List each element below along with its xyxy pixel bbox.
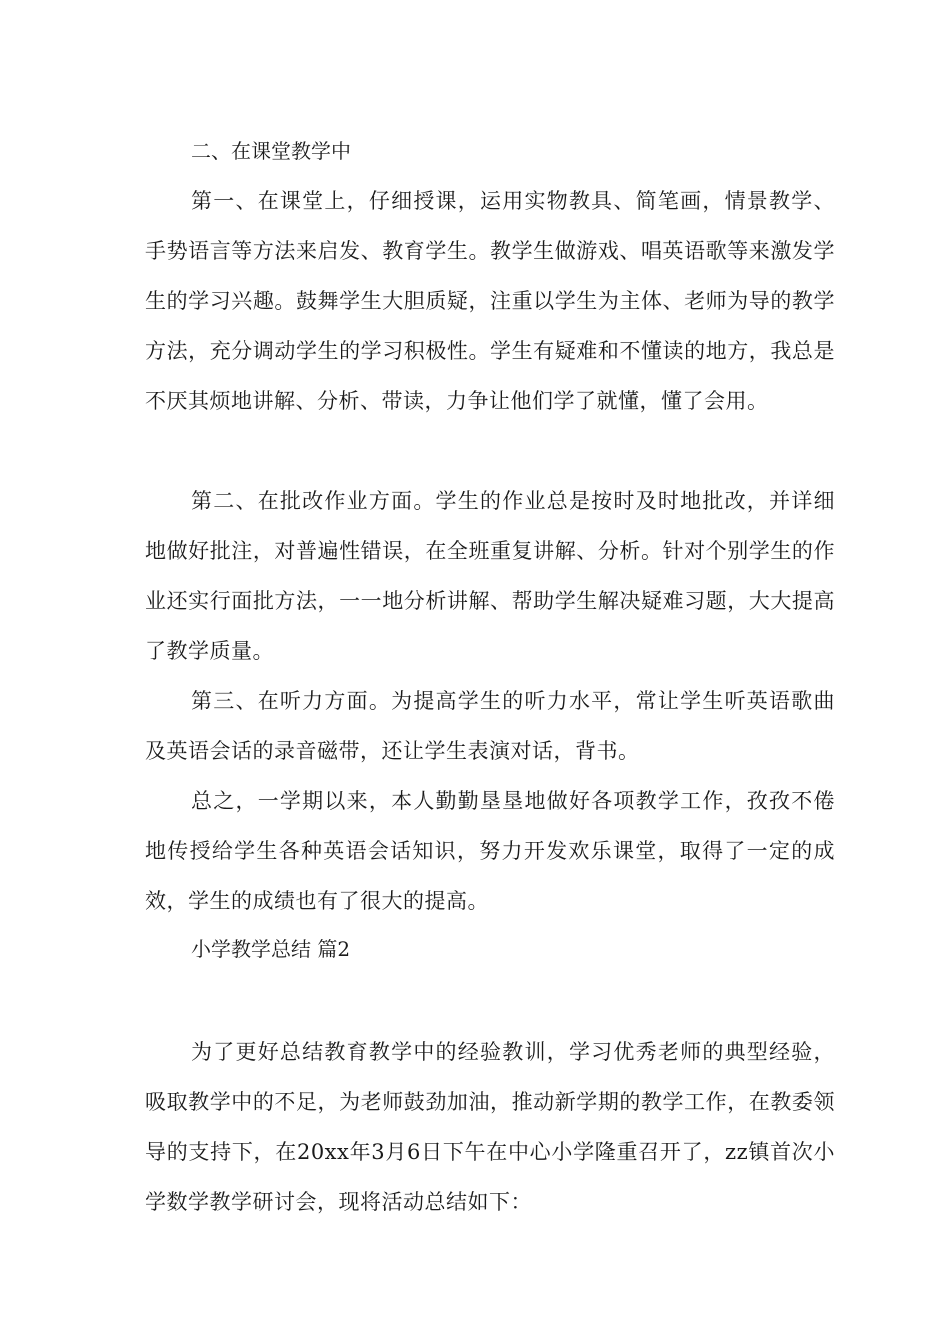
paragraph-first: 第一、在课堂上，仔细授课，运用实物教具、简笔画，情景教学、手势语言等方法来启发、教育学生。教学生做游戏、唱英语歌等来激发学生的学习兴趣。鼓舞学生大胆质疑，注重以学生为主体、老师为导的教学方法，充分调动学生的学习积极性。学生有疑难和不懂读的地方，我总是不厌其烦地讲解、分析、带读，力争让他们学了就懂，懂了会用。 [145, 189, 835, 413]
paragraph-second: 第二、在批改作业方面。学生的作业总是按时及时地批改，并详细地做好批注，对普遍性错误，在全班重复讲解、分析。针对个别学生的作业还实行面批方法，一一地分析讲解、帮助学生解决疑难习题，大大提高了教学质量。 [145, 489, 835, 663]
paragraph-intro: 为了更好总结教育教学中的经验教训，学习优秀老师的典型经验，吸取教学中的不足，为老师鼓劲加油，推动新学期的教学工作，在教委领导的支持下，在20xx年3月6日下午在中心小学隆重召开了，zz镇首次小学数学教学研讨会，现将活动总结如下： [145, 1040, 835, 1214]
paragraph-third: 第三、在听力方面。为提高学生的听力水平，常让学生听英语歌曲及英语会话的录音磁带，还让学生表演对话，背书。 [145, 689, 835, 763]
article-title: 小学教学总结 篇2 [191, 937, 351, 961]
section-heading: 二、在课堂教学中 [191, 139, 351, 163]
paragraph-summary: 总之，一学期以来，本人勤勤垦垦地做好各项教学工作，孜孜不倦地传授给学生各种英语会话知识，努力开发欢乐课堂，取得了一定的成效，学生的成绩也有了很大的提高。 [145, 789, 835, 913]
